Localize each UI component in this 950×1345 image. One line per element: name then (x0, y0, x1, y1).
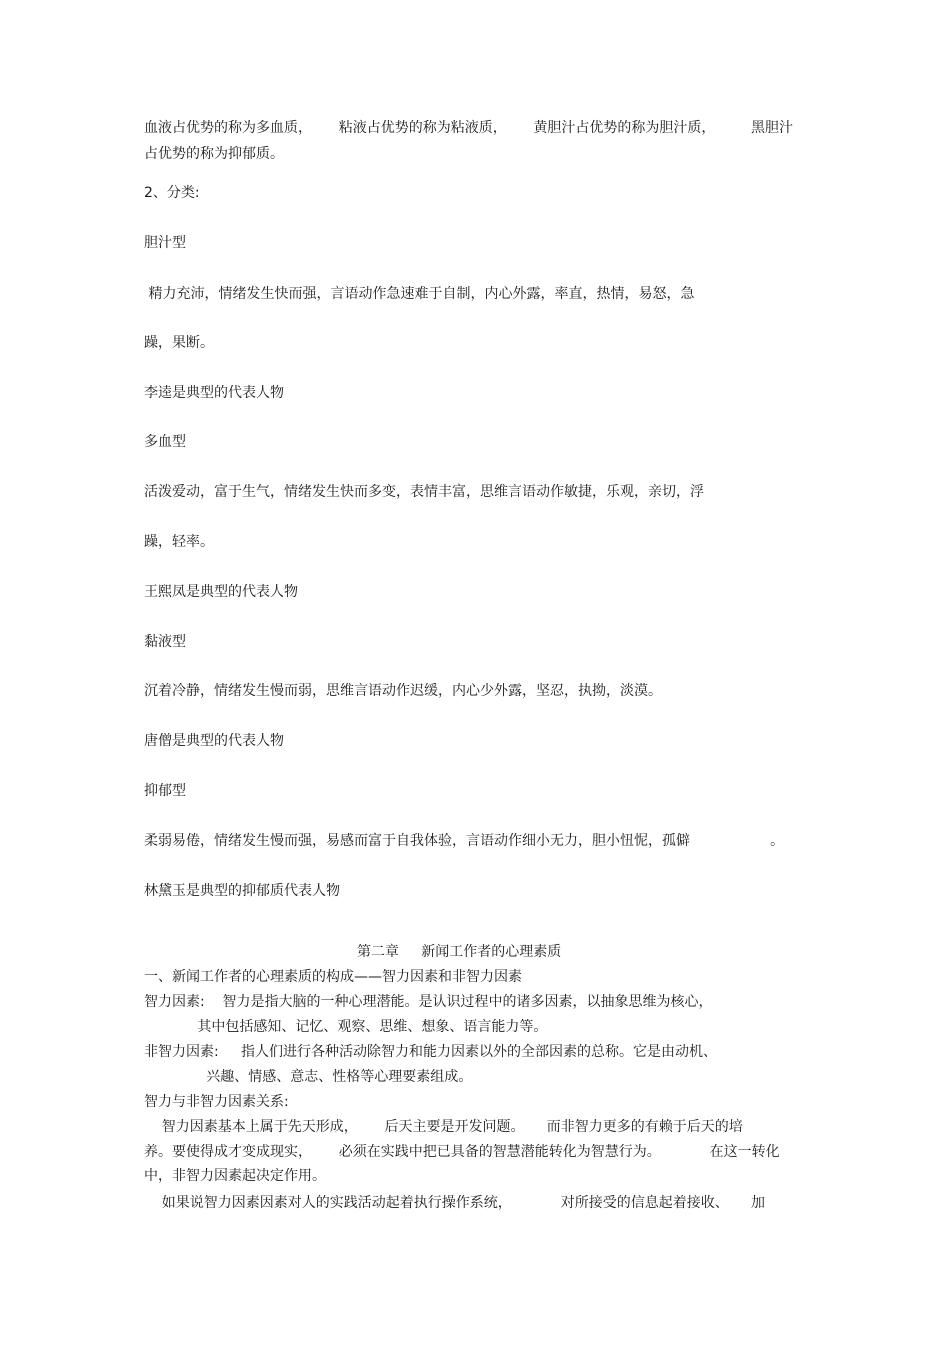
text-line-choleric-traits-cont: 躁，果断。 (144, 335, 214, 351)
text-line-temperament-definition-cont: 占优势的称为抑郁质。 (144, 146, 284, 162)
text-line-non-intellectual-factors: 非智力因素: 指人们进行各种活动除智力和能力因素以外的全部因素的总称。它是由动机、 (144, 1044, 717, 1060)
text-line-non-intellectual-factors-cont: 兴趣、情感、意志、性格等心理要素组成。 (144, 1069, 473, 1085)
type-heading-choleric: 胆汁型 (144, 235, 186, 251)
text-line-sanguine-example: 王熙凤是典型的代表人物 (144, 584, 298, 600)
text-line-phlegmatic-example: 唐僧是典型的代表人物 (144, 733, 284, 749)
type-heading-sanguine: 多血型 (144, 434, 186, 450)
text-line-choleric-example: 李逵是典型的代表人物 (144, 385, 284, 401)
chapter-title: 第二章 新闻工作者的心理素质 (357, 944, 562, 960)
type-heading-phlegmatic: 黏液型 (144, 634, 186, 650)
section-heading-composition: 一、新闻工作者的心理素质的构成——智力因素和非智力因素 (144, 969, 522, 985)
text-line-intellectual-factors-cont: 其中包括感知、记忆、观察、思维、想象、语言能力等。 (144, 1019, 548, 1035)
text-line-melancholic-traits: 柔弱易倦，情绪发生慢而强，易感而富于自我体验，言语动作细小无力，胆小忸怩，孤僻 。 (144, 833, 785, 849)
text-line-relationship-para1: 智力因素基本上属于先天形成， 后天主要是开发问题。 而非智力更多的有赖于后天的培 (144, 1119, 743, 1135)
text-line-choleric-traits: 精力充沛，情绪发生快而强，言语动作急速难于自制，内心外露，率直，热情，易怒，急 (144, 286, 695, 302)
text-line-intellectual-factors: 智力因素: 智力是指大脑的一种心理潜能。是认识过程中的诸多因素，以抽象思维为核心， (144, 994, 713, 1010)
text-line-relationship-para1-cont: 养。要使得成才变成现实， 必须在实践中把已具备的智慧潜能转化为智慧行为。 在这一转化 (144, 1144, 780, 1160)
type-heading-melancholic: 抑郁型 (144, 783, 186, 799)
text-line-relationship-heading: 智力与非智力因素关系: (144, 1094, 289, 1110)
text-line-sanguine-traits: 活泼爱动，富于生气，情绪发生快而多变，表情丰富，思维言语动作敏捷，乐观，亲切，浮 (144, 484, 704, 500)
text-line-relationship-para1-end: 中，非智力因素起决定作用。 (144, 1168, 326, 1184)
text-line-relationship-para2: 如果说智力因素因素对人的实践活动起着执行操作系统， 对所接受的信息起着接收、 加 (144, 1195, 766, 1211)
text-line-sanguine-traits-cont: 躁，轻率。 (144, 534, 214, 550)
section-heading-classification: 2、分类: (144, 185, 200, 201)
text-line-phlegmatic-traits: 沉着冷静，情绪发生慢而弱，思维言语动作迟缓，内心少外露，坚忍，执拗，淡漠。 (144, 683, 662, 699)
text-line-temperament-definition: 血液占优势的称为多血质， 粘液占优势的称为粘液质， 黄胆汁占优势的称为胆汁质， 黑胆汁 (144, 120, 794, 136)
text-line-melancholic-example: 林黛玉是典型的抑郁质代表人物 (144, 883, 340, 899)
